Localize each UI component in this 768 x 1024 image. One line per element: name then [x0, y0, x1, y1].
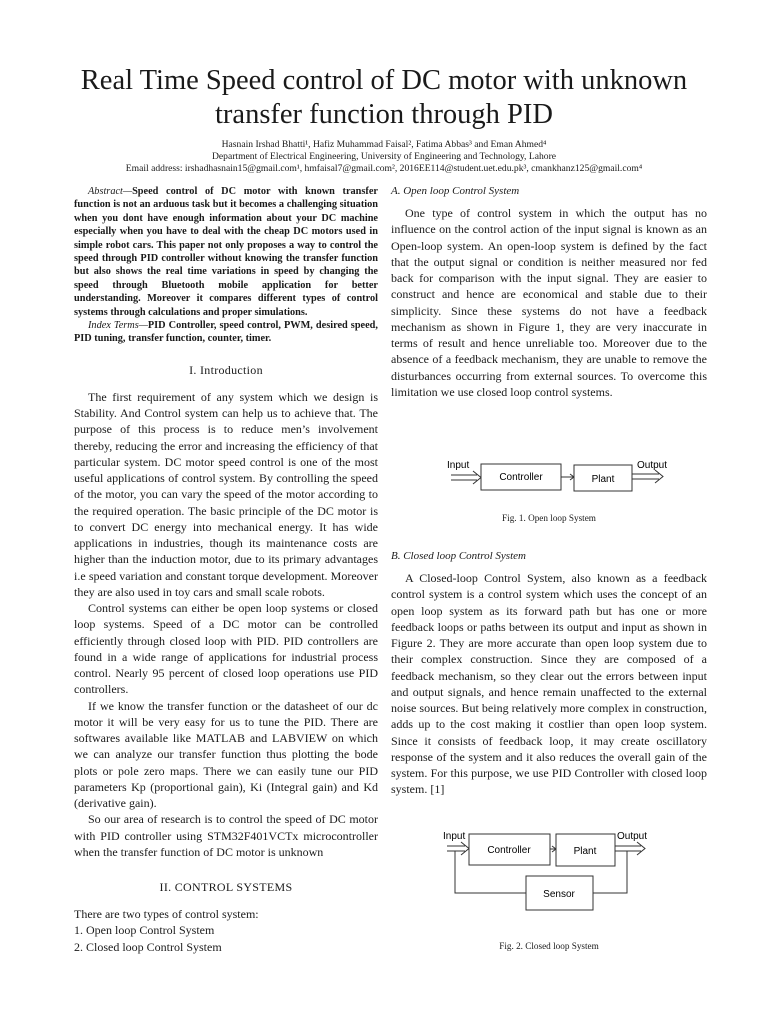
author-names: Hasnain Irshad Bhatti¹, Hafiz Muhammad Faisal², Fatima Abbas³ and Eman Ahmed⁴ — [221, 139, 547, 150]
author-block — [20, 139, 748, 176]
intro-paragraph: So our area of research is to control the speed of DC motor with PID controller using STM32F401VCTx microcontroller when the transfer function of DC motor is unknown — [74, 812, 378, 859]
closed-loop-diagram — [391, 830, 707, 930]
fig2-output-arrow — [615, 842, 645, 855]
fig1-output-label: Output — [637, 460, 668, 471]
email-addresses: Email address: irshadhasnain15@gmail.com¹, hmfaisal7@gmail.com², 2016EE114@student.uet.edu.pk³, cmankhanz125@gmail.com⁴ — [125, 163, 643, 175]
fig2-controller-label: Controller — [487, 844, 531, 856]
input-arrow — [451, 471, 481, 484]
fig1-plant-label: Plant — [591, 474, 615, 485]
fig1-input-label: Input — [447, 460, 470, 471]
intro-paragraph: Control systems can either be open loop systems or closed loop systems. Speed of a DC motor can be controlled efficiently through closed loop with PID. PID controllers are found in a wide range of applications for industrial process control. Nearly 95 percent of closed loop operations use PID controllers. — [74, 601, 378, 697]
closed-loop-paragraph: A Closed-loop Control System, also known as a feedback control system is a control system which uses the concept of an open loop system as its forward path but has one or more feedback loops or paths between its output and input as shown in Figure 2. They are more accurate than open loop system due to their complex construction. Since they are composed of a feedback mechanism, so they clear out the errors between input and output signals, and hence remain unaffected to the external noise sources. But being relatively more complex in construction, adds up to the cost making it costlier than open loop system. Since it consists of feedback loop, it may create oscillatory response of the system and it also reduces the overall gain of the system. For this purpose, we use PID Controller with closed loop system. [1] — [391, 571, 707, 797]
fig1-controller-label: Controller — [499, 472, 543, 483]
subsection-open-loop-heading: A. Open loop Control System — [391, 185, 520, 197]
abstract-label: Abstract— — [88, 186, 133, 197]
intro-paragraph: The first requirement of any system which we design is Stability. And Control system can help us to achieve that. The purpose of this process is to reduce men’s involvement thereby, reducing the error and increasing the efficiency of that particular system. DC motor speed control is one of the most useful applications of control system. By controlling the speed of the motor, you can vary the speed of the motor according to the required operation. The basic principle of the DC motor is to convert DC energy into mechanical energy. It has wide applications in industries, though its maintenance costs are higher than the induction motor, due to its primary advantages i.e speed variation and constant torque development. Moreover they are also used in toy cars and small scale robots. — [74, 389, 378, 599]
affiliation: Department of Electrical Engineering, University of Engineering and Technology, Lahore — [211, 151, 557, 163]
figure-1 — [391, 408, 707, 528]
fig2-plant-label: Plant — [573, 845, 597, 857]
list-item: 2. Closed loop Control System — [74, 939, 222, 954]
index-terms-label: Index Terms— — [88, 320, 148, 332]
output-arrow — [632, 470, 663, 483]
fig2-input-label: Input — [443, 830, 466, 842]
fig2-caption: Fig. 2. Closed loop System — [499, 940, 599, 951]
abstract-text: Speed control of DC motor with known transfer function is not an arduous task but it becomes a challenging situation when you dont have enough information about your DC machine especially when you have to deal with the cheap DC motors used in simple robot cars. This paper not only proposes a way to control the speed through PID controller without knowing the transfer function but also shows the real time variations in speed by changing the speed through Bluetooth mobile application for better understanding. Moreover it compares different types of control systems through calculations and proper simulations. — [74, 186, 378, 318]
connector-arrow — [561, 474, 574, 480]
paper-title: Real Time Speed control of DC motor with unknown transfer function through PID — [80, 65, 688, 130]
figure-2 — [391, 830, 707, 951]
section-control-systems-heading: II. CONTROL SYSTEMS — [159, 880, 293, 895]
right-column — [391, 185, 707, 951]
open-loop-paragraph: One type of control system in which the output has no influence on the control action of the input signal is known as an Open-loop system. An open-loop system is defined by the fact that the output signal or condition is neither measured nor fed back for comparison with the input signal. They are easier to construct and hence are economical and stable due to their simplicity. Since these systems do not have a feedback mechanism as shown in Figure 1, they are very inaccurate in terms of result and hence unreliable too. Moreover due to the absence of a feedback mechanism, they are unable to remove the disturbances occurring from external sources. To overcome this limitation we use closed loop control systems. — [391, 206, 707, 399]
intro-paragraph: If we know the transfer function or the datasheet of our dc motor it will be very easy for us to tune the PID. There are softwares available like MATLAB and LABVIEW on which we can analyze our transfer function thus plotting the bode plots or pole zero maps. There we can easily tune our PID parameters Kp (proportional gain), Ki (Integral gain) and Kd (derivative gain). — [74, 698, 378, 811]
control-types-list — [74, 906, 378, 955]
open-loop-diagram — [391, 408, 707, 508]
section-introduction-heading: I. Introduction — [189, 362, 263, 377]
fig2-connector-arrow — [550, 846, 556, 852]
list-intro: There are two types of control system: — [74, 907, 259, 922]
fig2-output-label: Output — [617, 830, 648, 842]
fig2-sensor-label: Sensor — [543, 888, 575, 900]
fig1-caption: Fig. 1. Open loop System — [502, 513, 596, 523]
fig2-input-arrow — [447, 842, 469, 855]
left-column — [74, 185, 378, 955]
abstract — [74, 185, 378, 346]
subsection-closed-loop-heading: B. Closed loop Control System — [391, 550, 526, 562]
list-item: 1. Open loop Control System — [74, 923, 215, 938]
index-terms-text: PID Controller, speed control, PWM, desired speed, PID tuning, transfer function, counter, timer. — [74, 320, 378, 345]
